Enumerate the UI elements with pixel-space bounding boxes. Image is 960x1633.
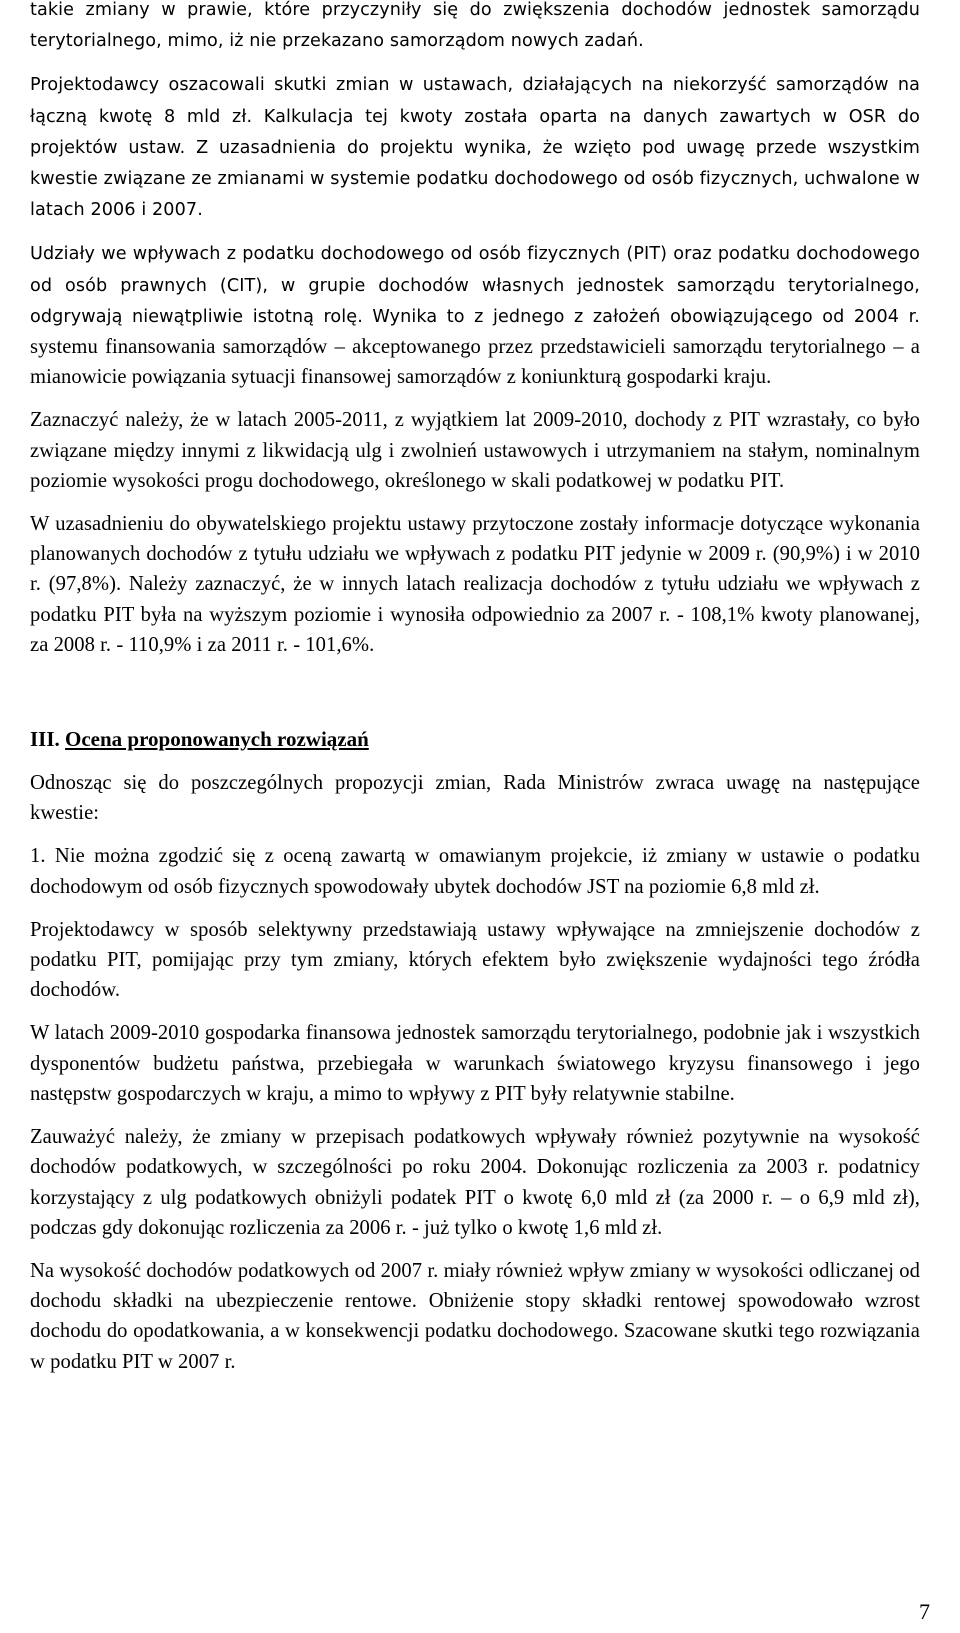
paragraph <box>30 238 920 392</box>
paragraphs-top <box>30 0 920 660</box>
page-content <box>30 0 920 1390</box>
paragraph <box>30 768 920 828</box>
paragraph-text: W uzasadnieniu do obywatelskiego projektu ustawy przytoczone zostały informacje dotyczące wykonania planowanych dochodów z tytułu udziału we wpływach z podatku PIT jedynie w 2009 r. (90,9%) i w 2010 r. (97,8%). Należy zaznaczyć, że w innych latach realizacja dochodów z tytułu udziału we wpływach z podatku PIT była na wyższym poziomie i wynosiła odpowiednio za 2007 r. - 108,1% kwoty planowanej, za 2008 r. - 110,9% i za 2011 r. - 101,6%. <box>30 513 920 656</box>
paragraph-text: Zauważyć należy, że zmiany w przepisach podatkowych wpływały również pozytywnie na wysokość dochodów podatkowych, w szczególności po roku 2004. Dokonując rozliczenia za 2003 r. podatnicy korzystający z ulg podatkowych obniżyli podatek PIT o kwotę 6,0 mld zł (za 2000 r. – o 6,9 mld zł), podczas gdy dokonując rozliczenia za 2006 r. - już tylko o kwotę 1,6 mld zł. <box>30 1126 920 1239</box>
paragraph <box>30 0 920 56</box>
section-number: III. <box>30 727 60 752</box>
paragraph-text: Zaznaczyć należy, że w latach 2005-2011, z wyjątkiem lat 2009-2010, dochody z PIT wzrastały, co było związane między innymi z likwidacją ulg i zwolnień ustawowych i utrzymaniem na stałym, nominalnym poziomie wysokości progu dochodowego, określonego w skali podatkowej w podatku PIT. <box>30 409 920 492</box>
paragraph <box>30 509 920 660</box>
section-heading <box>30 724 920 754</box>
paragraph <box>30 1018 920 1109</box>
paragraph <box>30 1122 920 1243</box>
paragraph-text: W latach 2009-2010 gospodarka finansowa jednostek samorządu terytorialnego, podobnie jak i wszystkich dysponentów budżetu państwa, przebiegała w warunkach światowego kryzysu finansowego i jego następstw gospodarczych w kraju, a mimo to wpływy z PIT były relatywnie stabilne. <box>30 1022 920 1105</box>
paragraphs-bottom <box>30 768 920 1377</box>
paragraph <box>30 69 920 225</box>
paragraph-text: systemu finansowania samorządów – akceptowanego przez przedstawicieli samorządu terytorialnego – a mianowicie powiązania sytuacji finansowej samorządów z koniunkturą gospodarki kraju. <box>30 336 920 389</box>
paragraph-text: Projektodawcy w sposób selektywny przedstawiają ustawy wpływające na zmniejszenie dochodów z podatku PIT, pomijając przy tym zmiany, których efektem było zwiększenie wydajności tego źródła dochodów. <box>30 918 920 1002</box>
paragraph-text: takie zmiany w prawie, które przyczyniły się do zwiększenia dochodów jednostek samorządu terytorialnego, mimo, iż nie przekazano samorządom nowych zadań. <box>30 0 920 52</box>
paragraph <box>30 915 920 1006</box>
section-title: Ocena proponowanych rozwiązań <box>65 727 369 752</box>
paragraph-text: Projektodawcy oszacowali skutki zmian w ustawach, działających na niekorzyść samorządów na łączną kwotę 8 mld zł. Kalkulacja tej kwoty została oparta na danych zawartych w OSR do projektów ustaw. Z uzasadnienia do projektu wynika, że wzięto pod uwagę przede wszystkim kwestie związane ze zmianami w systemie podatku dochodowego od osób fizycznych, uchwalone w latach 2006 i 2007. <box>30 75 920 221</box>
paragraph-text: Odnosząc się do poszczególnych propozycji zmian, Rada Ministrów zwraca uwagę na następujące kwestie: <box>30 772 920 825</box>
paragraph-text: 1. Nie można zgodzić się z oceną zawartą w omawianym projekcie, iż zmiany w ustawie o podatku dochodowym od osób fizycznych spowodowały ubytek dochodów JST na poziomie 6,8 mld zł. <box>30 845 920 898</box>
paragraph <box>30 841 920 901</box>
paragraph <box>30 405 920 496</box>
paragraph-text: Udziały we wpływach z podatku dochodowego od osób fizycznych (PIT) oraz podatku dochodowego od osób prawnych (CIT), w grupie dochodów własnych jednostek samorządu terytorialnego, odgrywają niewątpliwie istotną rolę. Wynika to z jednego z założeń obowiązującego od 2004 r. <box>30 244 920 327</box>
page-number: 7 <box>919 1599 930 1624</box>
paragraph-text: Na wysokość dochodów podatkowych od 2007 r. miały również wpływ zmiany w wysokości odliczanej od dochodu składki na ubezpieczenie rentowe. Obniżenie stopy składki rentowej spowodowało wzrost dochodu do opodatkowania, a w konsekwencji podatku dochodowego. Szacowane skutki tego rozwiązania w podatku PIT w 2007 r. <box>30 1259 920 1373</box>
paragraph <box>30 1256 920 1377</box>
